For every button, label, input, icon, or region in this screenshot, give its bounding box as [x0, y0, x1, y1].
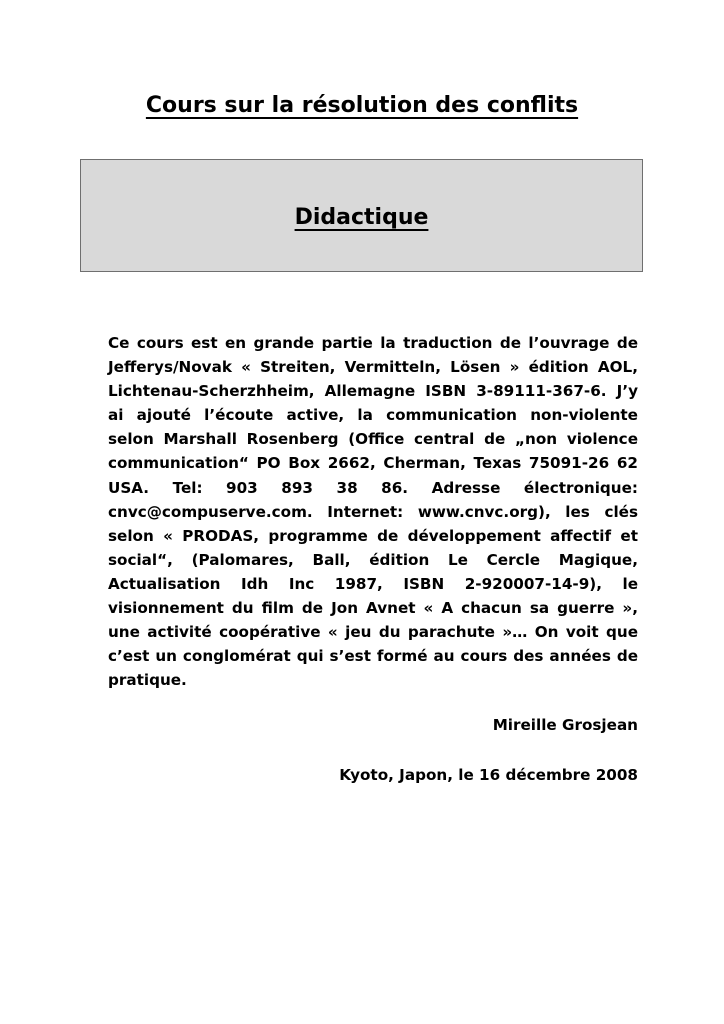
place-and-date: Kyoto, Japon, le 16 décembre 2008 — [339, 766, 638, 784]
section-heading: Didactique — [294, 205, 429, 230]
document-title: Cours sur la résolution des conflits — [145, 93, 579, 118]
section-heading-box — [80, 159, 643, 272]
intro-paragraph: Ce cours est en grande partie la traduction de l’ouvrage de Jefferys/Novak « Streiten, Vermitteln, Lösen » édition AOL, Lichtenau-Scherzhheim, Allemagne ISBN 3-89111-367-6. J’y ai ajouté l’écoute active, la communication non-violente selon Marshall Rosenberg (Office central de „non violence communication“ PO Box 2662, Cherman, Texas 75091-26 62 USA. Tel: 903 893 38 86. Adresse électronique: cnvc@compuserve.com. Internet: www.cnvc.org), les clés selon « PRODAS, programme de développement affectif et social“, (Palomares, Ball, édition Le Cercle Magique, Actualisation Idh Inc 1987, ISBN 2-920007-14-9), le visionnement du film de Jon Avnet « A chacun sa guerre », une activité coopérative « jeu du parachute »… On voit que c’est un conglomérat qui s’est formé au cours des années de pratique. — [108, 334, 638, 690]
author-signature: Mireille Grosjean — [492, 716, 638, 734]
